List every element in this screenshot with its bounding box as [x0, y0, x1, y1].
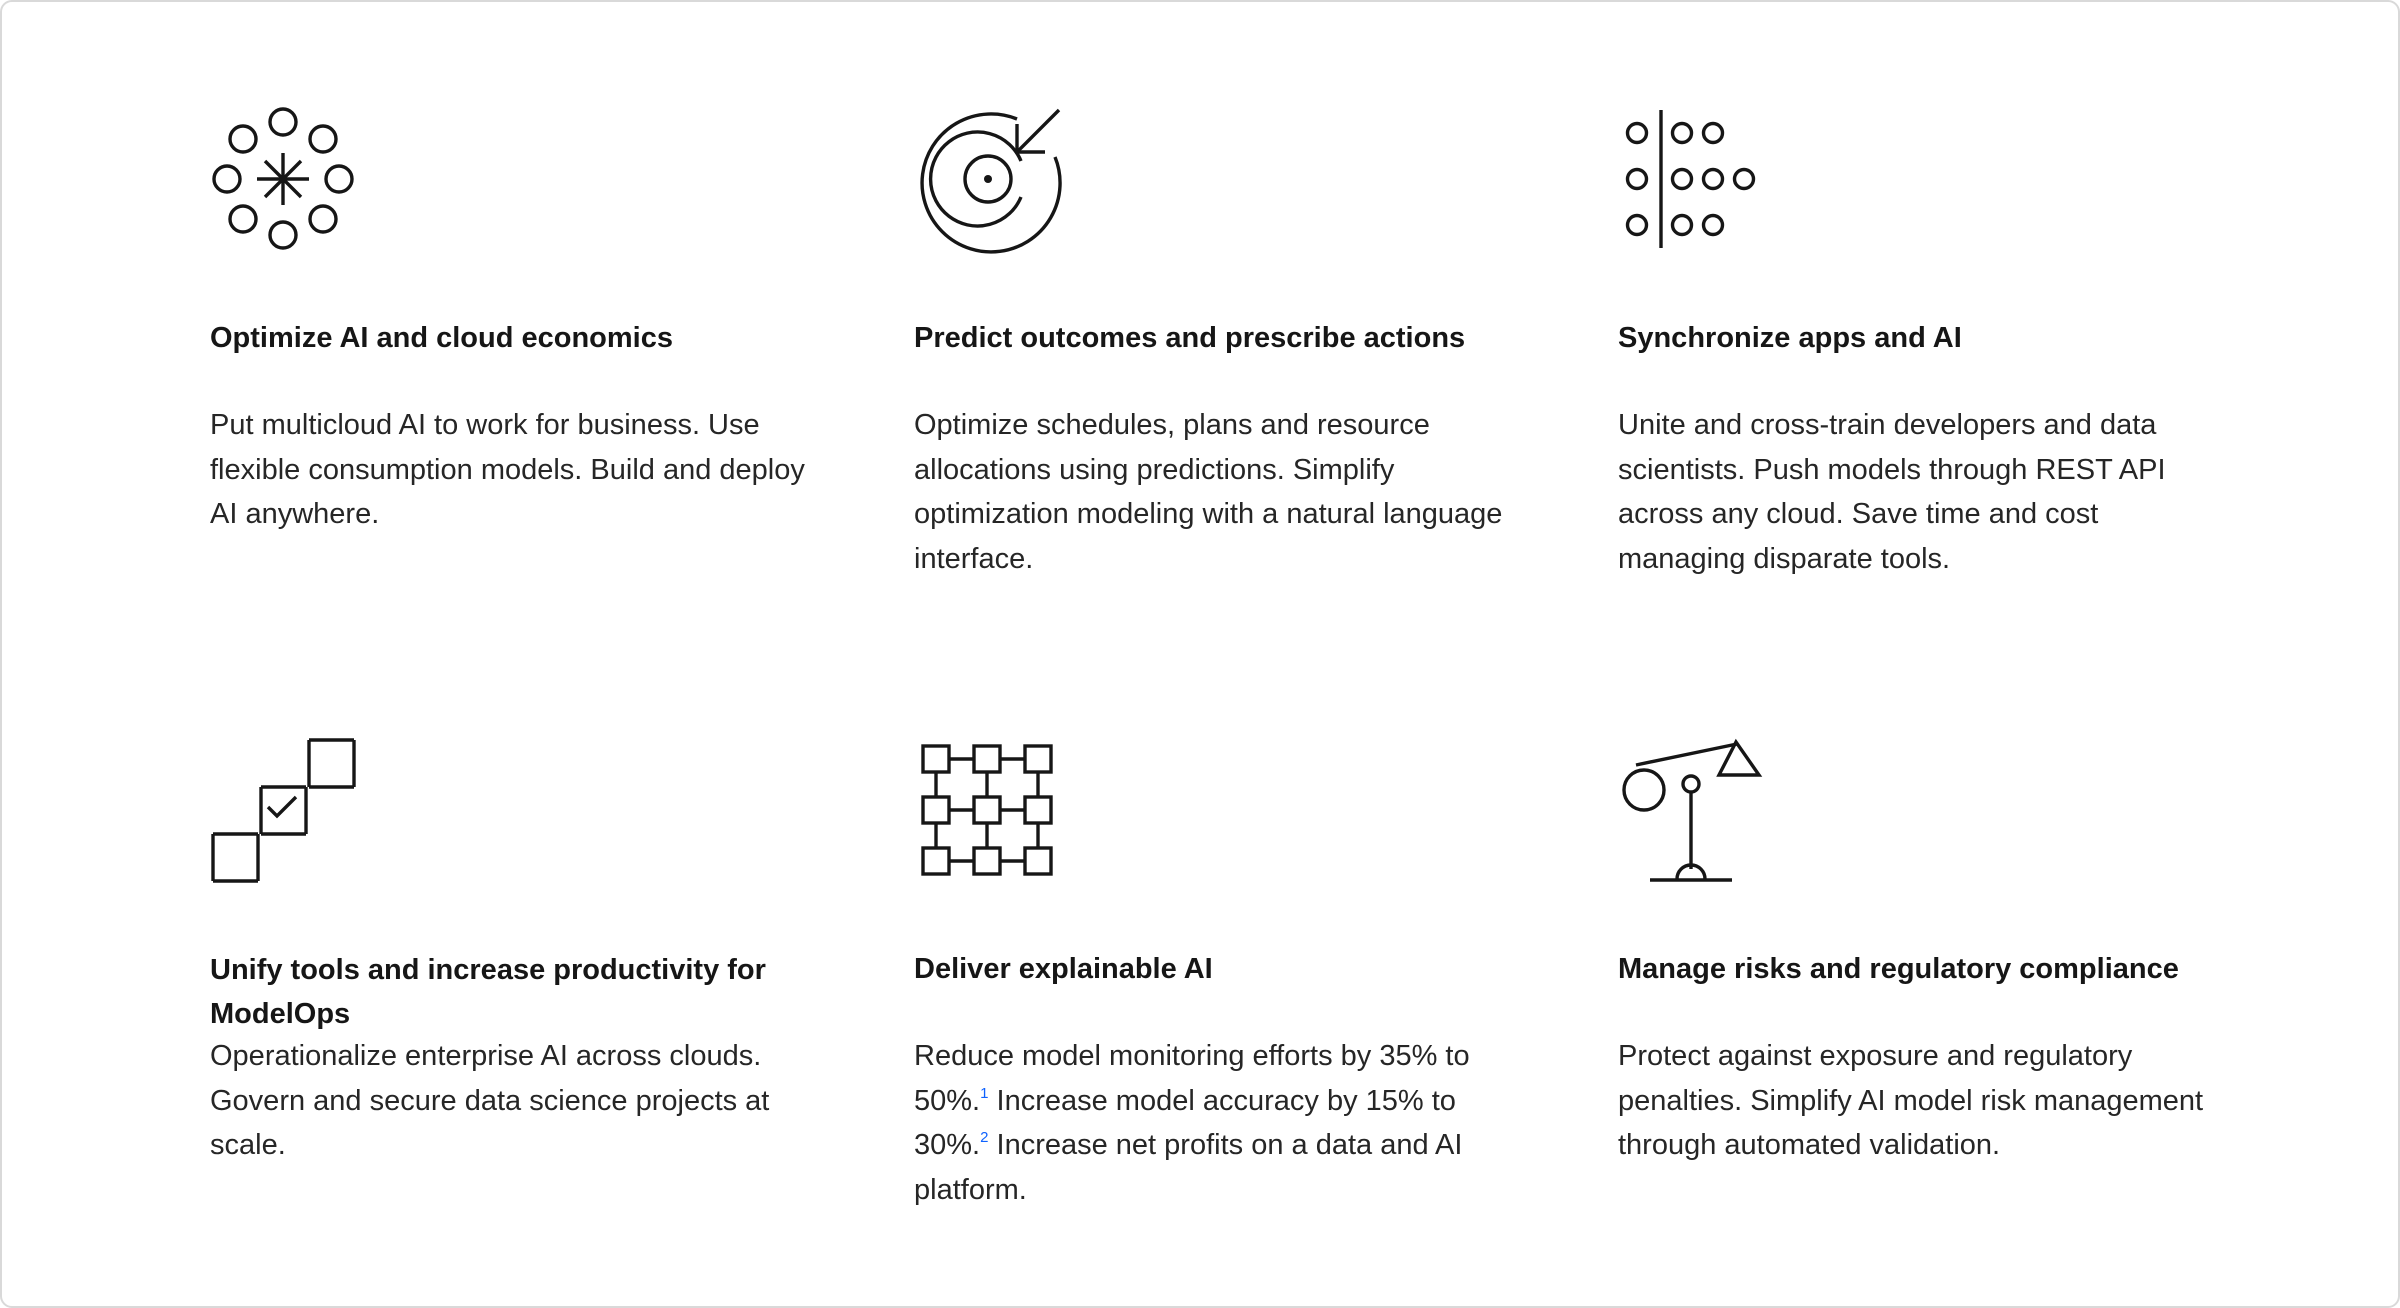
feature-description: Operationalize enterprise AI across clouds. Govern and secure data science projects at scale. — [210, 1040, 770, 1161]
description-text: Increase model accuracy by 15% to 30%. — [914, 1084, 1456, 1161]
feature-title: Manage risks and regulatory compliance — [1618, 953, 2179, 985]
footnote-link-2[interactable]: 2 — [980, 1129, 989, 1146]
target-arrow-icon — [914, 106, 1074, 266]
feature-description: Put multicloud AI to work for business. Use flexible consumption models. Build and deploy AI anywhere. — [210, 409, 805, 530]
feature-title: Deliver explainable AI — [914, 953, 1213, 985]
feature-description — [914, 1034, 1514, 1212]
feature-title: Synchronize apps and AI — [1618, 322, 1962, 354]
ai-network-icon — [210, 106, 370, 266]
feature-description: Unite and cross-train developers and data scientists. Push models through REST API across any cloud. Save time and cost managing disparate tools. — [1618, 409, 2166, 575]
description-text: Increase net profits on a data and AI platform. — [914, 1129, 1463, 1206]
synchronize-dots-icon — [1618, 106, 1778, 266]
feature-description: Protect against exposure and regulatory penalties. Simplify AI model risk management through automated validation. — [1618, 1040, 2204, 1161]
feature-title: Predict outcomes and prescribe actions — [914, 322, 1466, 354]
description-text: Reduce model monitoring efforts by 35% to 50%. — [914, 1040, 1470, 1117]
steps-checkbox-icon — [210, 737, 370, 897]
grid-network-icon — [914, 737, 1074, 897]
feature-title: Unify tools and increase productivity for ModelOps — [210, 954, 766, 1030]
feature-description: Optimize schedules, plans and resource allocations using predictions. Simplify optimization modeling with a natural language interface. — [914, 409, 1503, 575]
footnote-link-1[interactable]: 1 — [980, 1084, 989, 1102]
balance-scale-icon — [1618, 737, 1778, 897]
feature-title: Optimize AI and cloud economics — [210, 322, 673, 354]
